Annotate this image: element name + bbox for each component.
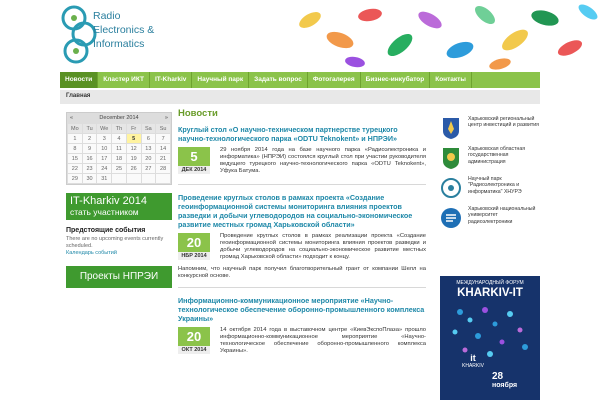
calendar-day[interactable]: 1 xyxy=(68,134,83,144)
partner-link[interactable] xyxy=(440,116,540,140)
calendar-day[interactable]: 22 xyxy=(68,164,83,174)
article-month: ОКТ 2014 xyxy=(178,346,210,354)
weekday: Su xyxy=(156,124,171,134)
calendar-next-button[interactable]: » xyxy=(164,115,168,121)
calendar-day[interactable]: 19 xyxy=(126,154,141,164)
nav-photo-gallery[interactable]: Фотогалерея xyxy=(308,72,361,88)
article-date xyxy=(178,233,210,260)
it-kharkiv-banner-title: IT-Kharkiv 2014 xyxy=(70,195,148,207)
partner-link[interactable] xyxy=(440,146,540,170)
divider xyxy=(178,184,426,185)
calendar-month: December 2014 xyxy=(99,115,139,121)
calendar-header xyxy=(67,113,171,123)
nav-ask-question[interactable]: Задать вопрос xyxy=(249,72,308,88)
article-text: 29 ноября 2014 года на базе научного парка «Радиоэлектроника и информатика» (НПРЭИ) состоялся круглый стол при участии руководителя ведущего турецкого научно-технологического парка «ODTU Teknokent», Уфука Батума. xyxy=(220,147,426,174)
calendar-day[interactable]: 14 xyxy=(156,144,171,154)
article-extra-text: Напомним, что научный парк получил благотворительный грант от компании Шелл на конкурсной основе. xyxy=(178,266,426,279)
kharkiv-region-coat-of-arms-icon xyxy=(440,146,462,170)
calendar-day[interactable]: 17 xyxy=(97,154,112,164)
weekday: Fr xyxy=(126,124,141,134)
page-title: Новости xyxy=(178,108,218,119)
nav-news[interactable]: Новости xyxy=(60,72,98,88)
it-kharkiv-banner[interactable] xyxy=(66,193,172,220)
forum-banner[interactable] xyxy=(440,276,540,400)
weekday: Sa xyxy=(141,124,156,134)
calendar-day[interactable]: 31 xyxy=(97,174,112,184)
it-kharkiv-banner-subtitle: стать участником xyxy=(70,207,139,217)
calendar-grid xyxy=(67,123,171,184)
logo-line-3: Informatics xyxy=(93,38,145,50)
news-article xyxy=(178,125,426,177)
article-title[interactable]: Информационно-коммуникационное мероприятие «Научно-технологическое обеспечение оборонно-промышленного комплекса Украины» xyxy=(178,296,425,323)
nav-science-park[interactable]: Научный парк xyxy=(192,72,249,88)
forum-label: МЕЖДУНАРОДНЫЙ ФОРУМ xyxy=(456,280,524,286)
nav-contacts[interactable]: Контакты xyxy=(430,72,472,88)
forum-date-month: ноября xyxy=(492,382,518,389)
article-day: 20 xyxy=(178,233,210,252)
calendar-day[interactable]: 25 xyxy=(112,164,127,174)
breadcrumb xyxy=(60,90,540,104)
partner-name: Научный парк "Радиоэлектроника и информатика" ХНУРЭ xyxy=(468,176,522,195)
calendar-day[interactable]: 18 xyxy=(112,154,127,164)
partner-link[interactable] xyxy=(440,206,540,230)
forum-logo-it: it xyxy=(470,353,476,363)
news-article xyxy=(178,193,426,280)
main-nav xyxy=(60,72,540,88)
calendar-day[interactable]: 30 xyxy=(82,174,97,184)
events-empty-message: There are no upcoming events currently scheduled. xyxy=(66,236,164,249)
calendar-day[interactable]: 15 xyxy=(68,154,83,164)
npre-projects-banner[interactable]: Проекты НПРЭИ xyxy=(66,266,172,288)
calendar-day[interactable]: 4 xyxy=(112,134,127,144)
logo-text xyxy=(93,9,154,51)
partner-name: Харьковский региональный центр инвестиций и развития xyxy=(468,116,539,129)
breadcrumb-home[interactable]: Главная xyxy=(66,93,91,99)
calendar-day[interactable] xyxy=(126,174,141,184)
logo-line-1: Radio xyxy=(93,10,121,22)
partner-name: Харьковская областная государственная администрация xyxy=(468,146,526,165)
calendar-day[interactable]: 3 xyxy=(97,134,112,144)
calendar-day[interactable]: 10 xyxy=(97,144,112,154)
calendar-day[interactable]: 23 xyxy=(82,164,97,174)
site-logo[interactable] xyxy=(60,4,210,68)
partner-link[interactable] xyxy=(440,176,540,200)
partner-name: Харьковский национальный университет радиоэлектроники xyxy=(468,206,536,225)
article-text: Проведение круглых столов в рамках реализации проекта «Создание геоинформационной системы мониторинга влияния проектов разведки и добычи углеводородов на социально-экономическое развитие местных громад Харьковской области» подходит к концу. xyxy=(220,233,426,260)
calendar-day[interactable]: 28 xyxy=(156,164,171,174)
calendar-day[interactable]: 2 xyxy=(82,134,97,144)
calendar-day[interactable]: 12 xyxy=(126,144,141,154)
forum-logo-city: KHARKIV xyxy=(462,363,484,369)
calendar-day[interactable]: 16 xyxy=(82,154,97,164)
calendar-day[interactable]: 7 xyxy=(156,134,171,144)
weekday: Th xyxy=(112,124,127,134)
article-title[interactable]: Круглый стол «О научно-техническом партнерстве турецкого научно-технологического парка «ODTU Teknokent» и НПРЭИ» xyxy=(178,125,398,143)
calendar-day[interactable]: 20 xyxy=(141,154,156,164)
article-day: 5 xyxy=(178,147,210,166)
nav-it-kharkiv[interactable]: IT-Kharkiv xyxy=(150,72,192,88)
calendar xyxy=(66,112,172,185)
calendar-day[interactable]: 26 xyxy=(126,164,141,174)
news-article xyxy=(178,296,426,357)
calendar-day[interactable] xyxy=(156,174,171,184)
article-date xyxy=(178,147,210,174)
article-date xyxy=(178,327,210,354)
header xyxy=(0,0,600,72)
divider xyxy=(178,287,426,288)
logo-line-2: Electronics & xyxy=(93,24,155,36)
nav-ict-cluster[interactable]: Кластер ИКТ xyxy=(98,72,150,88)
article-month: НБР 2014 xyxy=(178,252,210,260)
calendar-day[interactable]: 8 xyxy=(68,144,83,154)
forum-dots-graphic xyxy=(440,302,540,362)
article-text: 14 октября 2014 года в выставочном центре «КиевЭкспоПлаза» прошло информационно-коммуникационное мероприятие «Научно-технологическое обеспечение оборонно-промышленного комплекса Украины». xyxy=(220,327,426,354)
weekday: We xyxy=(97,124,112,134)
calendar-day[interactable]: 13 xyxy=(141,144,156,154)
decorative-leaves xyxy=(270,0,600,72)
events-title: Предстоящие события xyxy=(66,227,146,234)
calendar-day[interactable]: 5 xyxy=(126,134,141,144)
calendar-day[interactable]: 21 xyxy=(156,154,171,164)
nav-business-incubator[interactable]: Бизнес-инкубатор xyxy=(361,72,431,88)
forum-title: KHARKIV-IT xyxy=(457,287,523,299)
calendar-day[interactable]: 29 xyxy=(68,174,83,184)
calendar-day[interactable]: 24 xyxy=(97,164,112,174)
events-calendar-link[interactable]: Календарь событий xyxy=(66,250,117,256)
science-park-logo-icon xyxy=(440,176,462,200)
partners-sidebar xyxy=(440,116,540,236)
weekday: Tu xyxy=(82,124,97,134)
calendar-day[interactable] xyxy=(141,174,156,184)
article-day: 20 xyxy=(178,327,210,346)
weekday: Mo xyxy=(68,124,83,134)
forum-it-logo xyxy=(462,354,484,369)
calendar-day[interactable]: 11 xyxy=(112,144,127,154)
forum-date-day: 28 xyxy=(492,371,504,382)
calendar-day[interactable]: 9 xyxy=(82,144,97,154)
left-sidebar xyxy=(66,112,172,288)
university-logo-icon xyxy=(440,206,462,230)
news-main xyxy=(178,108,426,400)
calendar-day[interactable] xyxy=(112,174,127,184)
ukraine-coat-of-arms-icon xyxy=(440,116,462,140)
article-title[interactable]: Проведение круглых столов в рамках проекта «Создание геоинформационной системы мониторинга влияния проектов разведки и добычи углеводородов на социально-экономическое развитие местных громад Харьковской области» xyxy=(178,193,413,229)
article-month: ДЕК 2014 xyxy=(178,166,210,174)
calendar-day[interactable]: 27 xyxy=(141,164,156,174)
calendar-day[interactable]: 6 xyxy=(141,134,156,144)
calendar-prev-button[interactable]: « xyxy=(70,115,74,121)
